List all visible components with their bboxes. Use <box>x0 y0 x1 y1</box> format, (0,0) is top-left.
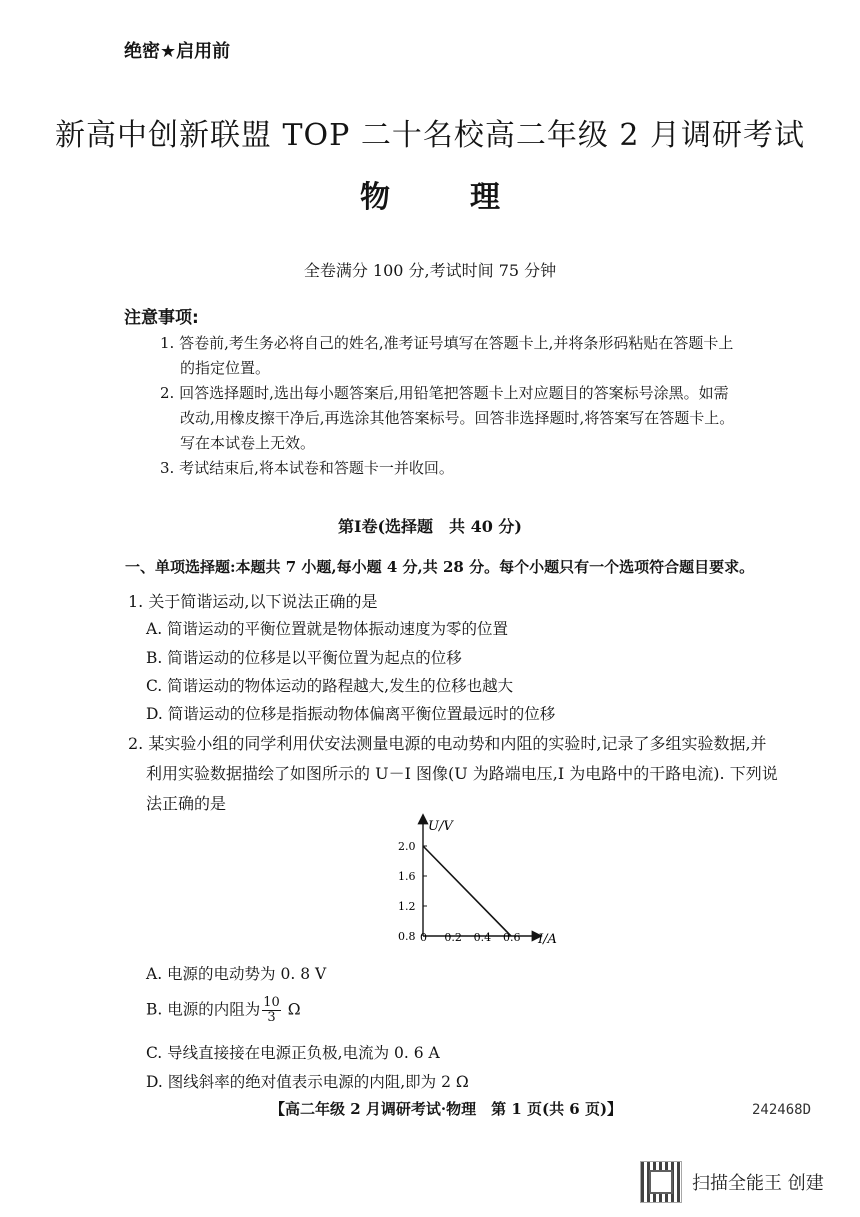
notice-line: 写在本试卷上无效。 <box>180 434 316 452</box>
x-tick-label: 0.4 <box>473 931 492 944</box>
y-tick-label: 1.6 <box>398 870 416 883</box>
data-line <box>423 846 511 936</box>
subject-char-2: 理 <box>470 180 500 215</box>
notice-line: 3. 考试结束后,将本试卷和答题卡一并收回。 <box>160 459 454 477</box>
y-axis-label: U/V <box>428 819 453 834</box>
question-2-stem-line: 利用实验数据描绘了如图所示的 U－I 图像(U 为路端电压,I 为电路中的干路电流). 下列说 <box>146 764 778 783</box>
x-tick-label: 0 <box>420 931 427 944</box>
ui-graph <box>380 808 580 958</box>
page-footer: 【高二年级 2 月调研考试·物理 第 1 页(共 6 页)】 <box>270 1100 623 1118</box>
question-2-option-d: D. 图线斜率的绝对值表示电源的内阻,即为 2 Ω <box>146 1073 469 1091</box>
scanner-watermark <box>640 1161 855 1203</box>
question-1-stem: 1. 关于简谐运动,以下说法正确的是 <box>128 592 378 611</box>
y-tick-label: 1.2 <box>398 900 416 913</box>
x-tick-label: 0.2 <box>444 931 462 944</box>
question-2-option-c: C. 导线直接接在电源正负极,电流为 0. 6 A <box>146 1044 440 1062</box>
paper-code: 242468D <box>752 1102 812 1118</box>
notice-line: 改动,用橡皮擦干净后,再选涂其他答案标号。回答非选择题时,将答案写在答题卡上。 <box>180 409 735 427</box>
fraction-denominator: 3 <box>267 1010 276 1025</box>
exam-title: 新高中创新联盟 TOP 二十名校高二年级 2 月调研考试 <box>54 118 806 153</box>
scanner-label: 扫描全能王 创建 <box>692 1173 824 1194</box>
question-2-option-a: A. 电源的电动势为 0. 8 V <box>146 965 327 983</box>
option-b-fraction <box>262 996 281 1025</box>
exam-meta: 全卷满分 100 分,考试时间 75 分钟 <box>303 261 557 280</box>
y-tick-label: 2.0 <box>398 840 416 853</box>
question-1-option-c: C. 简谐运动的物体运动的路程越大,发生的位移也越大 <box>146 677 514 695</box>
notice-line: 2. 回答选择题时,选出每小题答案后,用铅笔把答题卡上对应题目的答案标号涂黑。如需 <box>160 384 729 402</box>
option-b-prefix: B. 电源的内阻为 <box>146 1000 261 1019</box>
fraction-numerator: 10 <box>263 995 280 1010</box>
question-1-option-a: A. 简谐运动的平衡位置就是物体振动速度为零的位置 <box>146 620 509 638</box>
y-tick-label: 0.8 <box>398 930 416 943</box>
notice-line: 的指定位置。 <box>180 359 271 377</box>
question-2-option-b <box>146 996 301 1025</box>
x-tick-label: 0.6 <box>503 931 521 944</box>
question-1-option-b: B. 简谐运动的位移是以平衡位置为起点的位移 <box>146 649 462 667</box>
subject-title <box>0 172 860 216</box>
notice-line: 1. 答卷前,考生务必将自己的姓名,准考证号填写在答题卡上,并将条形码粘贴在答题卡上 <box>160 334 734 352</box>
notice-heading: 注意事项: <box>124 308 199 328</box>
subject-char-1: 物 <box>360 180 390 215</box>
question-2-stem-line: 2. 某实验小组的同学利用伏安法测量电源的电动势和内阻的实验时,记录了多组实验数据,并 <box>128 734 767 753</box>
confidential-label: 绝密★启用前 <box>124 41 231 62</box>
part-title: 一、单项选择题:本题共 7 小题,每小题 4 分,共 28 分。每个小题只有一个选项符合题目要求。 <box>125 558 755 576</box>
qr-code-icon <box>640 1161 682 1203</box>
question-1-option-d: D. 简谐运动的位移是指振动物体偏离平衡位置最远时的位移 <box>146 705 556 723</box>
x-axis-label: I/A <box>538 932 557 947</box>
question-2-stem-line: 法正确的是 <box>146 794 227 813</box>
option-b-unit: Ω <box>287 1000 301 1019</box>
section-title: 第Ⅰ卷(选择题 共 40 分) <box>337 517 523 536</box>
